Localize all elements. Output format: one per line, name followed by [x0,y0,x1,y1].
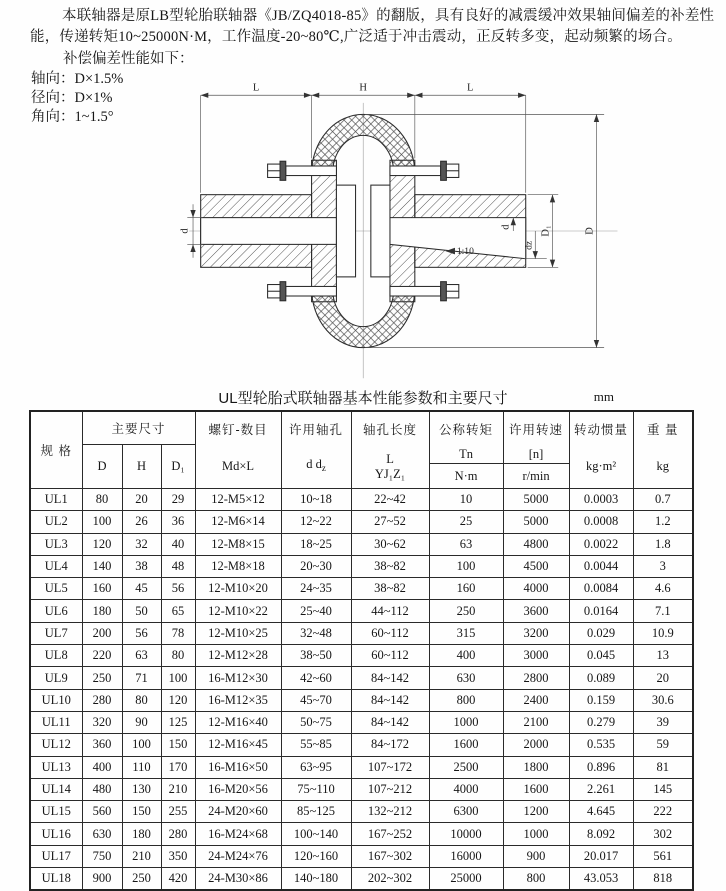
bore-sub-label: d $d_z$ [306,457,326,473]
value-cell: 18~25 [281,533,351,555]
value-cell: 43.053 [569,868,633,891]
value-cell: 315 [429,622,503,644]
spec-cell: UL7 [30,622,82,644]
value-cell: 3600 [503,600,569,622]
col-header-d: D [82,445,122,489]
value-cell: 0.0003 [569,489,633,511]
value-cell: 2100 [503,711,569,733]
value-cell: 3200 [503,622,569,644]
value-cell: 2500 [429,756,503,778]
value-cell: 210 [161,778,195,800]
value-cell: 0.279 [569,711,633,733]
table-row [30,711,693,733]
table-row [30,645,693,667]
screws-label: 螺钉-数目 [208,422,268,437]
spec-cell: UL9 [30,667,82,689]
value-cell: 60~112 [351,645,429,667]
value-cell: 400 [82,756,122,778]
dim-label-h: H [359,82,367,94]
value-cell: 10.9 [633,622,693,644]
value-cell: 110 [122,756,161,778]
value-cell: 180 [82,600,122,622]
col-header-main-dims: 主要尺寸 [82,411,195,445]
value-cell: 4000 [503,578,569,600]
spec-cell: UL17 [30,845,82,867]
value-cell: 26 [122,511,161,533]
value-cell: 900 [503,845,569,867]
value-cell: 36 [161,511,195,533]
value-cell: 3 [633,555,693,577]
table-row [30,756,693,778]
value-cell: 22~42 [351,489,429,511]
spec-cell: UL3 [30,533,82,555]
coupling-cross-section-drawing [172,78,650,384]
value-cell: 0.089 [569,667,633,689]
value-cell: 0.896 [569,756,633,778]
spec-cell: UL11 [30,711,82,733]
col-header-h: H [122,445,161,489]
value-cell: 150 [161,734,195,756]
value-cell: 180 [122,823,161,845]
spec-cell: UL5 [30,578,82,600]
speed-label: 许用转速 [509,422,564,437]
value-cell: 20.017 [569,845,633,867]
value-cell: 38~82 [351,578,429,600]
value-cell: 2800 [503,667,569,689]
value-cell: 210 [122,845,161,867]
value-cell: 10 [429,489,503,511]
value-cell: 44~112 [351,600,429,622]
value-cell: 12-M5×12 [195,489,281,511]
col-header-d1: D₁ [161,445,195,489]
value-cell: 0.045 [569,645,633,667]
value-cell: 81 [633,756,693,778]
parameters-table [29,410,694,891]
table-row [30,868,693,891]
value-cell: 200 [82,622,122,644]
value-cell: 16000 [429,845,503,867]
table-body [30,489,693,891]
value-cell: 12-M16×40 [195,711,281,733]
table-row [30,734,693,756]
value-cell: 6300 [429,801,503,823]
taper-label: 1:10 [456,245,474,257]
spec-cell: UL6 [30,600,82,622]
value-cell: 202~302 [351,868,429,891]
value-cell: 27~52 [351,511,429,533]
value-cell: 800 [429,689,503,711]
value-cell: 280 [161,823,195,845]
value-cell: 90 [122,711,161,733]
value-cell: 400 [429,645,503,667]
value-cell: 24-M30×86 [195,868,281,891]
value-cell: 302 [633,823,693,845]
value-cell: 84~142 [351,711,429,733]
value-cell: 360 [82,734,122,756]
spec-cell: UL15 [30,801,82,823]
value-cell: 1000 [503,823,569,845]
value-cell: 16-M20×56 [195,778,281,800]
value-cell: 0.0164 [569,600,633,622]
value-cell: 25 [429,511,503,533]
spec-cell: UL1 [30,489,82,511]
value-cell: 12-M12×28 [195,645,281,667]
value-cell: 1600 [429,734,503,756]
value-cell: 167~252 [351,823,429,845]
value-cell: 320 [82,711,122,733]
angular-spec: 角向：1~1.5° [31,109,114,125]
value-cell: 140 [82,555,122,577]
value-cell: 56 [161,578,195,600]
value-cell: 170 [161,756,195,778]
value-cell: 25~40 [281,600,351,622]
value-cell: 84~172 [351,734,429,756]
value-cell: 12-M6×14 [195,511,281,533]
value-cell: 38 [122,555,161,577]
value-cell: 5000 [503,511,569,533]
col-header-bore-length [351,411,429,489]
value-cell: 0.159 [569,689,633,711]
value-cell: 220 [82,645,122,667]
dim-label-dz: dz [523,240,535,250]
value-cell: 80 [82,489,122,511]
value-cell: 65 [161,600,195,622]
table-row [30,533,693,555]
value-cell: 0.0022 [569,533,633,555]
bore-label: 许用轴孔 [289,422,344,437]
value-cell: 250 [82,667,122,689]
value-cell: 120 [161,689,195,711]
value-cell: 0.0084 [569,578,633,600]
value-cell: 250 [429,600,503,622]
value-cell: 63~95 [281,756,351,778]
value-cell: 12-M8×18 [195,555,281,577]
value-cell: 0.7 [633,489,693,511]
spec-cell: UL16 [30,823,82,845]
value-cell: 167~302 [351,845,429,867]
value-cell: 32 [122,533,161,555]
value-cell: 222 [633,801,693,823]
table-row [30,600,693,622]
value-cell: 16-M16×50 [195,756,281,778]
value-cell: 59 [633,734,693,756]
value-cell: 120 [82,533,122,555]
col-header-screws [195,411,281,489]
value-cell: 280 [82,689,122,711]
torque-label: 公称转矩 [439,422,494,437]
dim-label-l-right: L [467,82,474,94]
table-unit-mm: mm [593,389,614,404]
value-cell: 12~22 [281,511,351,533]
col-header-torque [429,411,503,489]
table-row [30,578,693,600]
value-cell: 0.0008 [569,511,633,533]
torque-unit: N·m [454,468,478,483]
value-cell: 5000 [503,489,569,511]
value-cell: 80 [122,689,161,711]
weight-label: 重 量 [647,422,679,437]
value-cell: 800 [503,868,569,891]
value-cell: 8.092 [569,823,633,845]
value-cell: 0.029 [569,622,633,644]
spec-cell: UL10 [30,689,82,711]
value-cell: 84~142 [351,667,429,689]
value-cell: 55~85 [281,734,351,756]
value-cell: 125 [161,711,195,733]
value-cell: 78 [161,622,195,644]
value-cell: 30~62 [351,533,429,555]
value-cell: 12-M10×20 [195,578,281,600]
intro-paragraph-line1: 本联轴器是原LB型轮胎联轴器《JB/ZQ4018-85》的翻版，具有良好的减震缓冲效果轴间偏差的补差性 [62,8,715,24]
dim-label-d-left: d [179,228,191,234]
speed-symbol: [n] [504,445,569,464]
value-cell: 75~110 [281,778,351,800]
value-cell: 45~70 [281,689,351,711]
value-cell: 250 [122,868,161,891]
col-header-speed [503,411,569,489]
spec-cell: UL14 [30,778,82,800]
value-cell: 561 [633,845,693,867]
value-cell: 1800 [503,756,569,778]
intro-paragraph-line2: 能，传递转矩10~25000N·M，工作温度-20~80℃,广泛适于冲击震动，正反转多变，起动频繁的场合。 [30,29,682,45]
value-cell: 24~35 [281,578,351,600]
col-header-weight [633,411,693,489]
torque-symbol: Tn [430,445,503,464]
value-cell: 2000 [503,734,569,756]
radial-spec: 径向：D×1% [31,90,113,106]
value-cell: 12-M8×15 [195,533,281,555]
value-cell: 100 [429,555,503,577]
dim-label-d-outer: D [584,227,596,235]
table-row [30,511,693,533]
value-cell: 12-M10×25 [195,622,281,644]
table-row [30,555,693,577]
value-cell: 30.6 [633,689,693,711]
value-cell: 7.1 [633,600,693,622]
table-row [30,801,693,823]
value-cell: 100 [122,734,161,756]
compensation-title: 补偿偏差性能如下： [63,51,194,67]
value-cell: 32~48 [281,622,351,644]
spec-cell: UL8 [30,645,82,667]
value-cell: 100~140 [281,823,351,845]
value-cell: 1200 [503,801,569,823]
value-cell: 420 [161,868,195,891]
value-cell: 0.0044 [569,555,633,577]
value-cell: 60~112 [351,622,429,644]
value-cell: 1000 [429,711,503,733]
value-cell: 150 [122,801,161,823]
value-cell: 3000 [503,645,569,667]
spec-cell: UL4 [30,555,82,577]
table-row [30,778,693,800]
value-cell: 140~180 [281,868,351,891]
value-cell: 24-M24×76 [195,845,281,867]
value-cell: 16-M24×68 [195,823,281,845]
value-cell: 100 [161,667,195,689]
value-cell: 20 [122,489,161,511]
screws-sub-label: Md×L [222,459,255,473]
value-cell: 120~160 [281,845,351,867]
value-cell: 48 [161,555,195,577]
value-cell: 2400 [503,689,569,711]
table-row [30,489,693,511]
dim-label-l-left: L [252,82,260,94]
bore-length-l: L [386,451,394,466]
value-cell: 4800 [503,533,569,555]
value-cell: 630 [429,667,503,689]
value-cell: 4.6 [633,578,693,600]
value-cell: 107~172 [351,756,429,778]
table-row [30,622,693,644]
value-cell: 63 [122,645,161,667]
speed-unit: r/min [522,468,550,483]
value-cell: 160 [429,578,503,600]
dim-label-d-right: d [500,224,512,230]
weight-unit: kg [656,459,670,473]
value-cell: 480 [82,778,122,800]
value-cell: 100 [82,511,122,533]
value-cell: 4.645 [569,801,633,823]
inertia-label: 转动惯量 [574,422,629,437]
inertia-unit: kg·m² [585,459,617,473]
value-cell: 1600 [503,778,569,800]
value-cell: 4500 [503,555,569,577]
col-header-spec: 规 格 [30,411,82,489]
value-cell: 45 [122,578,161,600]
value-cell: 12-M16×45 [195,734,281,756]
value-cell: 20 [633,667,693,689]
col-header-bore [281,411,351,489]
value-cell: 50 [122,600,161,622]
value-cell: 42~60 [281,667,351,689]
value-cell: 39 [633,711,693,733]
value-cell: 107~212 [351,778,429,800]
value-cell: 80 [161,645,195,667]
value-cell: 130 [122,778,161,800]
spec-cell: UL12 [30,734,82,756]
dim-label-d1: D₁ [540,225,552,237]
value-cell: 10000 [429,823,503,845]
value-cell: 2.261 [569,778,633,800]
value-cell: 10~18 [281,489,351,511]
table-title: UL型轮胎式联轴器基本性能参数和主要尺寸 [218,390,508,407]
value-cell: 255 [161,801,195,823]
value-cell: 145 [633,778,693,800]
value-cell: 71 [122,667,161,689]
value-cell: 29 [161,489,195,511]
value-cell: 900 [82,868,122,891]
value-cell: 750 [82,845,122,867]
value-cell: 16-M12×30 [195,667,281,689]
table-row [30,823,693,845]
value-cell: 56 [122,622,161,644]
value-cell: 160 [82,578,122,600]
value-cell: 25000 [429,868,503,891]
value-cell: 132~212 [351,801,429,823]
bore-length-yjz: YJ₁Z₁ [374,466,406,481]
value-cell: 38~50 [281,645,351,667]
value-cell: 63 [429,533,503,555]
value-cell: 40 [161,533,195,555]
value-cell: 84~142 [351,689,429,711]
spec-cell: UL18 [30,868,82,891]
axial-spec: 轴向：D×1.5% [31,71,124,87]
value-cell: 0.535 [569,734,633,756]
value-cell: 20~30 [281,555,351,577]
table-row [30,667,693,689]
spec-cell: UL13 [30,756,82,778]
value-cell: 1.8 [633,533,693,555]
col-header-inertia [569,411,633,489]
value-cell: 85~125 [281,801,351,823]
value-cell: 818 [633,868,693,891]
value-cell: 13 [633,645,693,667]
value-cell: 38~82 [351,555,429,577]
spec-cell: UL2 [30,511,82,533]
value-cell: 16-M12×35 [195,689,281,711]
bore-length-label: 轴孔长度 [363,422,418,437]
value-cell: 24-M20×60 [195,801,281,823]
value-cell: 560 [82,801,122,823]
table-row [30,845,693,867]
value-cell: 4000 [429,778,503,800]
value-cell: 350 [161,845,195,867]
table-row [30,689,693,711]
value-cell: 1.2 [633,511,693,533]
value-cell: 630 [82,823,122,845]
value-cell: 12-M10×22 [195,600,281,622]
value-cell: 50~75 [281,711,351,733]
